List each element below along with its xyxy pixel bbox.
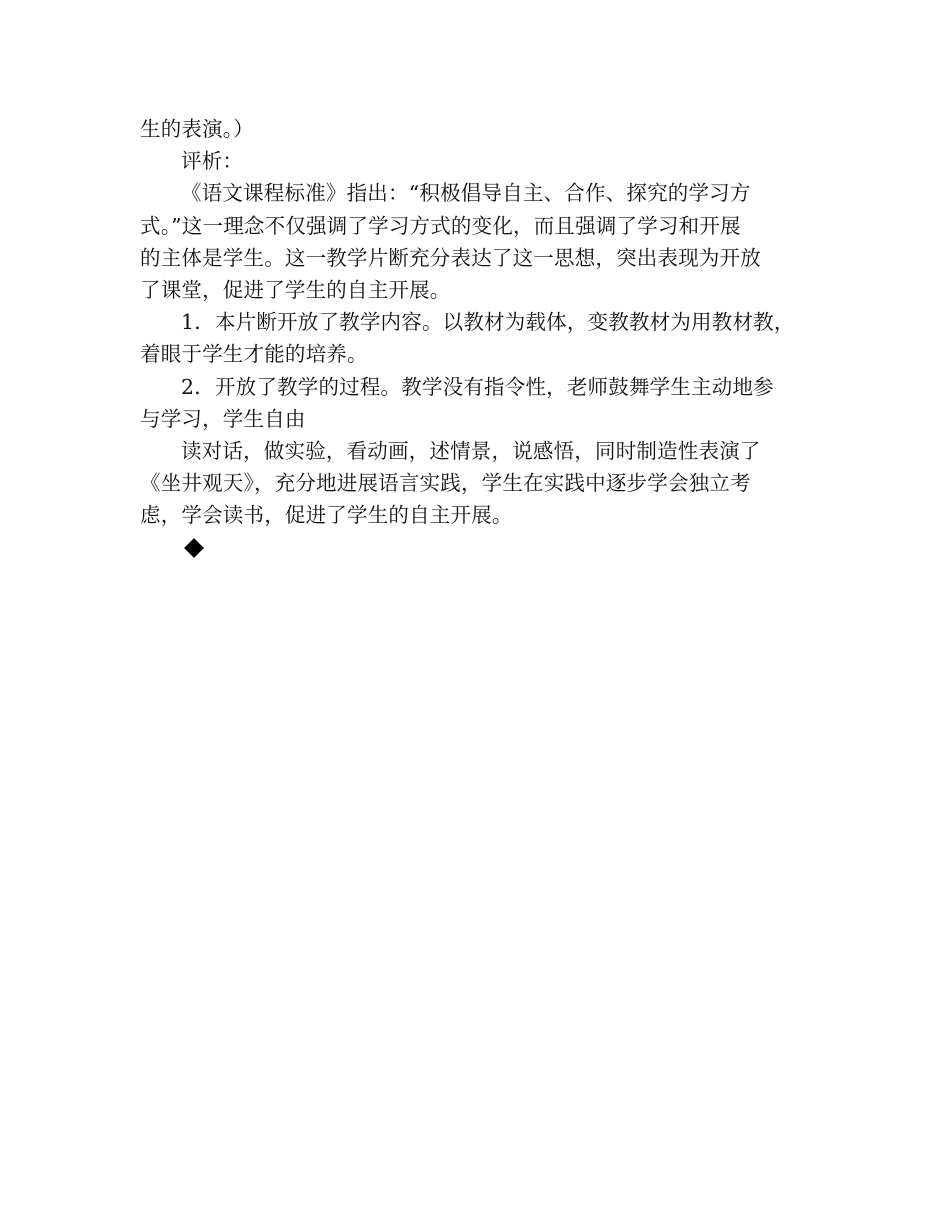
text-line: 2．开放了教学的过程。教学没有指令性，老师鼓舞学生主动地参: [181, 374, 774, 399]
paragraph-point-1: [140, 306, 840, 370]
analysis-heading: 评析：: [181, 149, 244, 174]
paragraph-standard-quote: [140, 177, 840, 306]
text-line: 1．本片断开放了教学内容。以教材为载体，变教教材为用教材教，: [181, 310, 795, 335]
text-line: 读对话，做实验，看动画，述情景，说感悟，同时制造性表演了: [181, 439, 761, 464]
paragraph-continuation: [140, 435, 840, 532]
end-mark-row: [140, 532, 840, 564]
text-line: 了课堂，促进了学生的自主开展。: [140, 278, 451, 303]
text-line: 式。”这一理念不仅强调了学习方式的变化，而且强调了学习和开展: [140, 213, 741, 238]
text-line: 与学习，学生自由: [140, 406, 306, 431]
text-line: 《坐井观天》，充分地进展语言实践，学生在实践中逐步学会独立考: [140, 471, 751, 496]
text-line: 虑，学会读书，促进了学生的自主开展。: [140, 503, 513, 528]
text-line-continuation: 生的表演。）: [140, 117, 254, 141]
paragraph-point-2: [140, 371, 840, 435]
text-line: 《语文课程标准》指出：“积极倡导自主、合作、探究的学习方: [181, 181, 751, 206]
text-line: 着眼于学生才能的培养。: [140, 342, 368, 367]
document-body: [140, 113, 840, 564]
diamond-icon: [184, 538, 204, 558]
text-line: 的主体是学生。这一教学片断充分表达了这一思想，突出表现为开放: [140, 245, 761, 270]
